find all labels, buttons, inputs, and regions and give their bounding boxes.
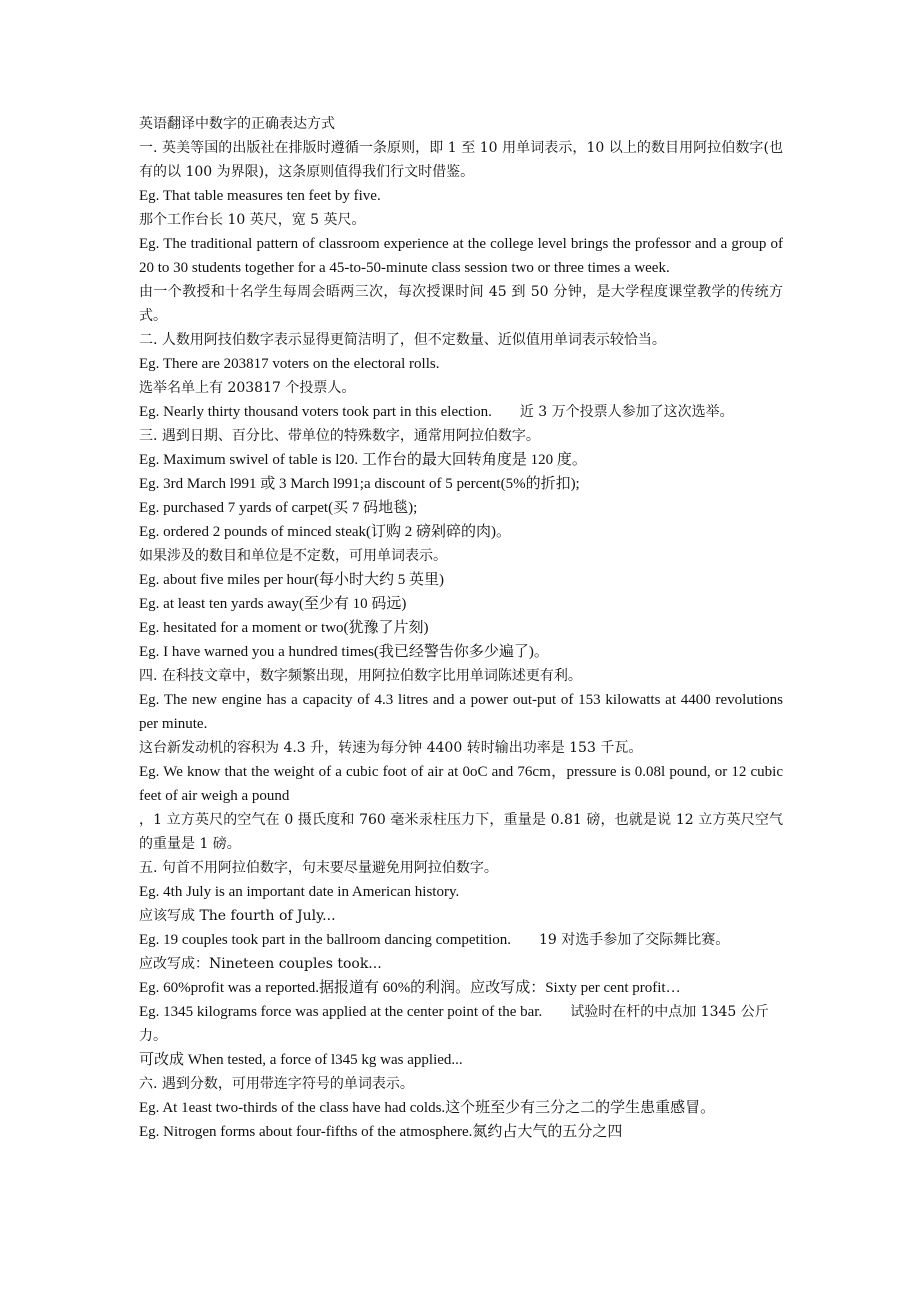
example-sentence: Eg. 3rd March l991 或 3 March l991;a discount of 5 percent(5%的折扣); xyxy=(139,476,580,492)
example-sentence: Eg. The traditional pattern of classroom experience at the college level brings the professor and a group of 20 to 30 students together for a 45-to-50-minute class session two or three times a week. xyxy=(139,236,783,276)
example-translation: ，1 立方英尺的空气在 0 摄氏度和 760 毫米汞柱压力下，重量是 0.81 磅，也就是说 12 立方英尺空气的重量是 1 磅。 xyxy=(139,812,783,852)
example-sentence: Eg. 19 couples took part in the ballroom dancing competition. xyxy=(139,932,512,948)
example-sentence: Eg. hesitated for a moment or two(犹豫了片刻) xyxy=(139,620,429,636)
example-sentence: Eg. about five miles per hour(每小时大约 5 英里) xyxy=(139,572,444,588)
example-pair xyxy=(139,1000,783,1048)
example-pair xyxy=(139,400,783,424)
example-sentence: Eg. Maximum swivel of table is l20. 工作台的最大回转角度是 120 度。 xyxy=(139,452,587,468)
example-translation: 近 3 万个投票人参加了这次选举。 xyxy=(519,404,734,420)
section-3-rule: 三. 遇到日期、百分比、带单位的特殊数字，通常用阿拉伯数字。 xyxy=(139,428,540,444)
example-sentence: Eg. That table measures ten feet by five. xyxy=(139,188,381,204)
example-sentence: Eg. 4th July is an important date in American history. xyxy=(139,884,460,900)
example-sentence: Eg. Nearly thirty thousand voters took part in this election. xyxy=(139,404,492,420)
example-sentence: Eg. At 1east two-thirds of the class have had colds.这个班至少有三分之二的学生患重感冒。 xyxy=(139,1100,716,1116)
section-2-rule: 二. 人数用阿技伯数字表示显得更简洁明了，但不定数量、近似值用单词表示较恰当。 xyxy=(139,332,666,348)
example-sentence: Eg. The new engine has a capacity of 4.3 litres and a power out-put of 153 kilowatts at 4400 revolutions per minute. xyxy=(139,692,783,732)
example-sentence: Eg. I have warned you a hundred times(我已经警告你多少遍了)。 xyxy=(139,644,549,660)
example-sentence: Eg. 60%profit was a reported.据报道有 60%的利润。应改写成：Sixty per cent profit… xyxy=(139,980,681,996)
example-sentence: Eg. purchased 7 yards of carpet(买 7 码地毯); xyxy=(139,500,418,516)
example-correction: 应改写成：Nineteen couples took... xyxy=(139,956,382,972)
section-5-rule: 五. 句首不用阿拉伯数字，句末要尽量避免用阿拉伯数字。 xyxy=(139,860,498,876)
section-3-note: 如果涉及的数目和单位是不定数，可用单词表示。 xyxy=(139,548,447,564)
example-correction: 可改成 When tested, a force of l345 kg was applied... xyxy=(139,1052,463,1068)
example-sentence: Eg. at least ten yards away(至少有 10 码远) xyxy=(139,596,407,612)
document-title: 英语翻译中数字的正确表达方式 xyxy=(139,116,335,132)
example-translation: 选举名单上有 203817 个投票人。 xyxy=(139,380,356,396)
example-translation: 这台新发动机的容积为 4.3 升，转速为每分钟 4400 转时输出功率是 153 千瓦。 xyxy=(139,740,643,756)
section-4-rule: 四. 在科技文章中，数字频繁出现，用阿拉伯数字比用单词陈述更有利。 xyxy=(139,668,582,684)
section-6-rule: 六. 遇到分数，可用带连字符号的单词表示。 xyxy=(139,1076,414,1092)
example-sentence: Eg. ordered 2 pounds of minced steak(订购 2 磅剁碎的肉)。 xyxy=(139,524,512,540)
example-pair xyxy=(139,928,783,952)
example-sentence: Eg. There are 203817 voters on the electoral rolls. xyxy=(139,356,440,372)
example-sentence: Eg. Nitrogen forms about four-fifths of the atmosphere.氮约占大气的五分之四 xyxy=(139,1124,623,1140)
example-translation: 试验时在杆的中点加 1345 公斤力。 xyxy=(139,1004,769,1044)
example-translation: 由一个教授和十名学生每周会晤两三次，每次授课时间 45 到 50 分钟，是大学程度课堂教学的传统方式。 xyxy=(139,284,783,324)
example-translation: 19 对选手参加了交际舞比赛。 xyxy=(539,932,730,948)
document-body xyxy=(139,112,783,1144)
example-correction: 应该写成 The fourth of July... xyxy=(139,908,336,924)
example-translation: 那个工作台长 10 英尺，宽 5 英尺。 xyxy=(139,212,366,228)
example-sentence: Eg. 1345 kilograms force was applied at the center point of the bar. xyxy=(139,1004,543,1020)
section-1-rule: 一. 英美等国的出版社在排版时遵循一条原则，即 1 至 10 用单词表示，10 以上的数目用阿拉伯数字(也有的以 100 为界限)，这条原则值得我们行文时借鉴。 xyxy=(139,140,783,180)
example-sentence: Eg. We know that the weight of a cubic foot of air at 0oC and 76cm，pressure is 0.08l pound, or 12 cubic feet of air weigh a pound xyxy=(139,764,783,804)
